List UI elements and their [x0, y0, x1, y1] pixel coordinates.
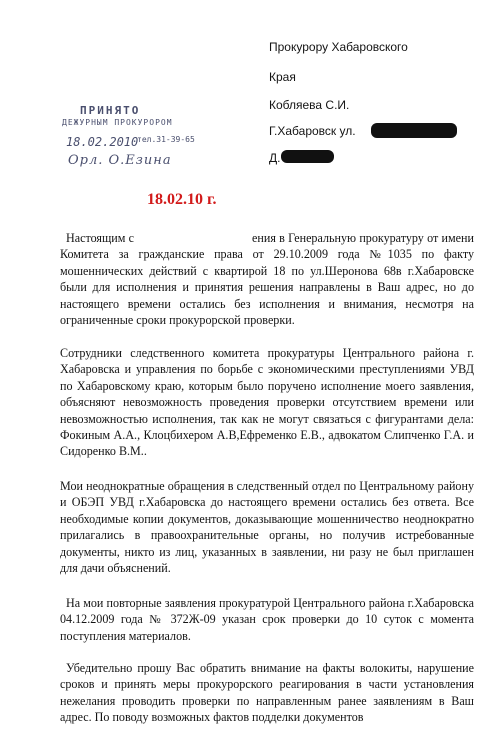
redaction-bar-house — [281, 150, 334, 163]
stamp-signature: Орл. О.Езина — [68, 153, 172, 168]
redaction-bar-street — [371, 123, 457, 138]
stamp-phone: тел.31-39-65 — [137, 135, 195, 144]
paragraph-5: Убедительно прошу Вас обратить внимание на факты волокиты, нарушение сроков и принять меры прокурорского реагирования в части установления нежелания проводить проверки по направленным ранее заявлениям в Ваш адрес. По поводу возможных фактов подделки документов — [60, 661, 474, 725]
received-date: 18.02.10 г. — [147, 191, 217, 208]
stamp-subtitle: ДЕЖУРНЫМ ПРОКУРОРОМ — [62, 118, 173, 127]
paragraph-2: Сотрудники следственного комитета прокуратуры Центрального района г. Хабаровска и управления по борьбе с экономическими преступлениями УВД по Хабаровскому краю, которым было поручено исполнение моего заявления, объясняют невозможность проведения проверки отсутствием времени или невозможностью исполнения, так как не могут связаться с фигурантами дела: Фокиным А.А., Клоцбихером А.В,Ефременко Е.В., адвокатом Слипченко Г.А. и Сидоренко В.М.. — [60, 346, 474, 459]
addressee-name: Кобляева С.И. — [269, 98, 350, 112]
paragraph-3: Мои неоднократные обращения в следственный отдел по Центральному району и ОБЭП УВД г.Хабаровска до настоящего времени остались без ответа. Все необходимые копии документов, доказывающие мошенничество неоднократно прилагались в правоохранительные органы, но получив истребованные документы, никто из лиц, указанных в заявлении, ни разу не был приглашен для дачи объяснений. — [60, 479, 474, 576]
paragraph-1-start: Настоящим с — [66, 231, 135, 245]
stamp-date: 18.02.2010 — [66, 135, 139, 149]
addressee-line-1: Прокурору Хабаровского — [269, 40, 408, 54]
addressee-line-2: Края — [269, 70, 296, 84]
stamp-title: ПРИНЯТО — [80, 104, 141, 117]
paragraph-1 — [60, 230, 474, 328]
paragraph-1-rest: ения в Генеральную прокуратуру от имени Комитета за гражданские права от 29.10.2009 года №1035 по факту мошеннических действий с квартирой 18 по ул.Шеронова 68в г.Хабаровске были для исполнения и принятия решения направлены в Ваш адрес, но до настоящего времени остались без исполнения и внимания, несмотря на ограниченные сроки прокурорской проверки. — [60, 231, 474, 328]
addressee-city: Г.Хабаровск ул. — [269, 124, 356, 138]
paragraph-4: На мои повторные заявления прокуратурой Центрального района г.Хабаровска 04.12.2009 года № 372Ж-09 указан срок проверки до 10 суток с момента поступления материалов. — [60, 596, 474, 643]
addressee-house: Д. — [269, 151, 281, 165]
